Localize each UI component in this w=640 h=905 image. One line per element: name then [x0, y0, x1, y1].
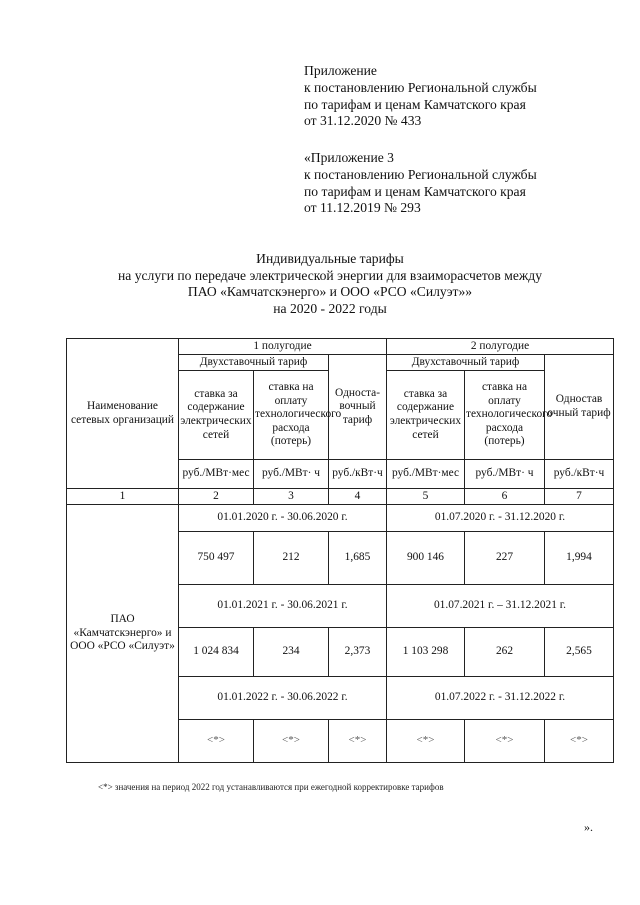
header-half2: 2 полугодие: [387, 339, 614, 355]
tariff-value: 1 024 834: [179, 628, 254, 677]
closing-quote: ».: [584, 820, 593, 834]
title-line: на 2020 - 2022 годы: [273, 300, 387, 316]
header-half1: 1 полугодие: [179, 339, 387, 355]
document-title: [40, 251, 620, 317]
period-h2: 01.07.2020 г. - 31.12.2020 г.: [387, 505, 614, 532]
tariff-value: 1 103 298: [387, 628, 465, 677]
column-number: 7: [545, 489, 614, 505]
period-h1: 01.01.2021 г. - 30.06.2021 г.: [179, 585, 387, 628]
column-number: 5: [387, 489, 465, 505]
appendix-header: [304, 63, 624, 130]
appendix-prev-header: [304, 150, 624, 217]
header-two-rate-h1: Двухставочный тариф: [179, 355, 329, 371]
header-maintenance-rate-h1: ставка за содержание электрических сетей: [179, 371, 254, 460]
period-h1: 01.01.2022 г. - 30.06.2022 г.: [179, 677, 387, 720]
appendix-line: Приложение: [304, 63, 377, 78]
header-losses-rate-h1: ставка на оплату технологического расхода (потерь): [254, 371, 329, 460]
tariff-value: 227: [465, 532, 545, 585]
header-single-rate-h1: Односта-вочный тариф: [329, 355, 387, 460]
tariff-value: 1,994: [545, 532, 614, 585]
organization-name: ПАО «Камчатскэнерго» и ООО «РСО «Силуэт»: [67, 505, 179, 763]
footnote: <*> значения на период 2022 год устанавливаются при ежегодной корректировке тарифов: [98, 782, 444, 792]
header-single-rate-h2: Одностав очный тариф: [545, 355, 614, 460]
tariff-value: 212: [254, 532, 329, 585]
column-number: 4: [329, 489, 387, 505]
unit-cell: руб./МВт·мес: [387, 460, 465, 489]
column-number: 3: [254, 489, 329, 505]
appendix-prev-line: по тарифам и ценам Камчатского края: [304, 183, 526, 199]
period-h1: 01.01.2020 г. - 30.06.2020 г.: [179, 505, 387, 532]
tariff-value: 1,685: [329, 532, 387, 585]
tariff-value: 262: [465, 628, 545, 677]
unit-cell: руб./МВт·мес: [179, 460, 254, 489]
column-number: 2: [179, 489, 254, 505]
tariff-value: 900 146: [387, 532, 465, 585]
unit-cell: руб./кВт·ч: [545, 460, 614, 489]
appendix-line: к постановлению Региональной службы: [304, 79, 537, 95]
column-number: 1: [67, 489, 179, 505]
period-h2: 01.07.2022 г. - 31.12.2022 г.: [387, 677, 614, 720]
header-organization-name: Наименование сетевых организаций: [67, 339, 179, 489]
appendix-prev-line: «Приложение 3: [304, 150, 394, 165]
unit-cell: руб./кВт·ч: [329, 460, 387, 489]
tariff-value-pending: <*>: [329, 720, 387, 763]
appendix-line: по тарифам и ценам Камчатского края: [304, 96, 526, 112]
header-two-rate-h2: Двухставочный тариф: [387, 355, 545, 371]
tariff-value-pending: <*>: [465, 720, 545, 763]
tariff-value: 750 497: [179, 532, 254, 585]
tariff-value-pending: <*>: [545, 720, 614, 763]
title-line: на услуги по передаче электрической энергии для взаиморасчетов между: [118, 267, 542, 283]
period-h2: 01.07.2021 г. – 31.12.2021 г.: [387, 585, 614, 628]
tariff-value: 2,373: [329, 628, 387, 677]
unit-cell: руб./МВт· ч: [465, 460, 545, 489]
appendix-prev-line: к постановлению Региональной службы: [304, 166, 537, 182]
title-line: Индивидуальные тарифы: [256, 251, 404, 266]
tariff-table: [66, 338, 614, 763]
unit-cell: руб./МВт· ч: [254, 460, 329, 489]
appendix-line: от 31.12.2020 № 433: [304, 113, 422, 129]
header-maintenance-rate-h2: ставка за содержание электрических сетей: [387, 371, 465, 460]
title-line: ПАО «Камчатскэнерго» и ООО «РСО «Силуэт»»: [187, 284, 473, 300]
column-number: 6: [465, 489, 545, 505]
tariff-value-pending: <*>: [254, 720, 329, 763]
tariff-value-pending: <*>: [387, 720, 465, 763]
appendix-prev-line: от 11.12.2019 № 293: [304, 200, 421, 216]
tariff-value-pending: <*>: [179, 720, 254, 763]
header-losses-rate-h2: ставка на оплату технологического расхода (потерь): [465, 371, 545, 460]
tariff-value: 234: [254, 628, 329, 677]
tariff-value: 2,565: [545, 628, 614, 677]
